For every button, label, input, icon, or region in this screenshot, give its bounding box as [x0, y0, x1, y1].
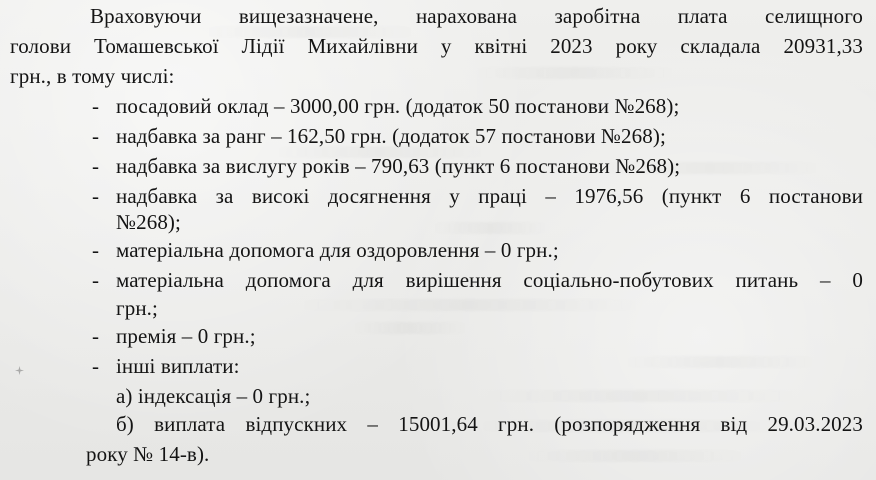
list-item: надбавка за високі досягнення у праці – 1976,56 (пункт 6 постанови — [116, 184, 863, 208]
list-item-continuation: грн.; — [116, 296, 158, 320]
list-item: премія – 0 грн.; — [116, 324, 256, 348]
paragraph-line-1: Враховуючи вищезазначене, нарахована заробітна плата селищного — [90, 4, 863, 28]
list-dash: - — [92, 184, 99, 208]
paragraph-line-3: грн., в тому числі: — [10, 64, 175, 88]
list-dash: - — [92, 94, 99, 118]
list-dash: - — [92, 154, 99, 178]
list-dash: - — [92, 124, 99, 148]
list-item: матеріальна допомога для оздоровлення – 0 грн.; — [116, 238, 559, 262]
list-item-continuation: №268); — [116, 210, 181, 234]
list-item: надбавка за вислугу років – 790,63 (пункт 6 постанови №268); — [116, 154, 681, 178]
closing-line: року № 14-в). — [86, 442, 210, 466]
list-dash: - — [92, 324, 99, 348]
list-dash: - — [92, 268, 99, 292]
list-item: надбавка за ранг – 162,50 грн. (додаток 57 постанови №268); — [116, 124, 666, 148]
scan-speck-icon — [15, 366, 24, 375]
list-dash: - — [92, 238, 99, 262]
list-item: посадовий оклад – 3000,00 грн. (додаток 50 постанови №268); — [116, 94, 680, 118]
paragraph-line-2: голови Томашевської Лідії Михайлівни у квітні 2023 року складала 20931,33 — [10, 34, 863, 58]
sub-list-item: а) індексація – 0 грн.; — [116, 384, 311, 408]
list-item: матеріальна допомога для вирішення соціально-побутових питань – 0 — [116, 268, 863, 292]
list-item: інші виплати: — [116, 354, 240, 378]
list-dash: - — [92, 354, 99, 378]
sub-list-item: б) виплата відпускних – 15001,64 грн. (розпорядження від 29.03.2023 — [116, 412, 863, 436]
